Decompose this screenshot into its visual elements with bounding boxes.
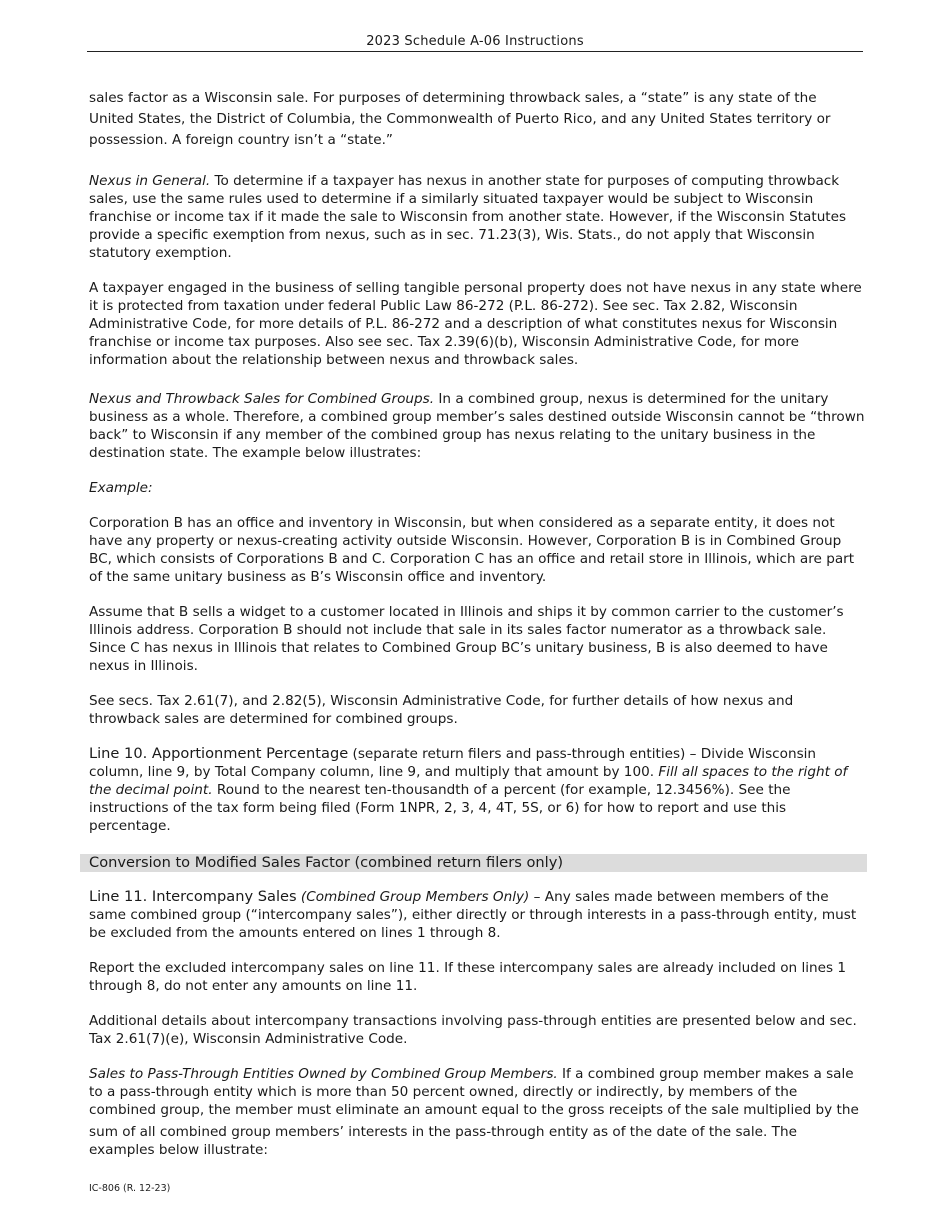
document-body	[89, 88, 865, 1159]
example-paragraph-2: Assume that B sells a widget to a customer located in Illinois and ships it by common carrier to the customer’s Illinois address. Corporation B should not include that sale in its sales factor numerator as a throwback sale. Since C has nexus in Illinois that relates to Combined Group BC’s unitary business, B is also deemed to have nexus in Illinois.	[89, 604, 844, 674]
pte-paragraph-continued: sum of all combined group members’ interests in the pass-through entity as of the date of the sale. The examples below illustrate:	[89, 1124, 797, 1158]
section-heading-modified-sales-factor: Conversion to Modified Sales Factor (combined return filers only)	[80, 854, 867, 872]
line-11-text: – Any sales made between members of the same combined group (“intercompany sales”), either directly or through interests in a pass-through entity, must be excluded from the amounts entered on lines 1 through 8.	[89, 889, 857, 941]
pte-text: If a combined group member makes a sale to a pass-through entity which is more than 50 percent owned, directly or indirectly, by members of the combined group, the member must eliminate an amount equal to the gross receipts of the sale multiplied by the	[89, 1066, 859, 1118]
line-10-emphasis: Fill all spaces to the right of the decimal point.	[89, 764, 848, 798]
example-paragraph-1: Corporation B has an office and inventory in Wisconsin, but when considered as a separate entity, it does not have any property or nexus-creating activity outside Wisconsin. However, Corporation B is in Combined Group BC, which consists of Corporations B and C. Corporation C has an office and retail store in Illinois, which are part of the same unitary business as B’s Wisconsin office and inventory.	[89, 515, 855, 585]
nexus-general-text: To determine if a taxpayer has nexus in another state for purposes of computing throwback sales, use the same rules used to determine if a similarly situated taxpayer would be subject to Wisconsin franchise or income tax if it made the sale to Wisconsin from another state. However, if the Wisconsin Statutes provide a specific exemption from nexus, such as in sec. 71.23(3), Wis. Stats., do not apply that Wisconsin statutory exemption.	[89, 173, 847, 261]
nexus-general-heading: Nexus in General.	[89, 173, 211, 189]
line-11-qualifier: (Combined Group Members Only)	[296, 889, 530, 905]
line-10-paragraph	[89, 745, 865, 835]
line-11-paragraph	[89, 888, 865, 942]
line-11-title: Line 11. Intercompany Sales	[89, 888, 297, 905]
line-10-text-b: Round to the nearest ten-thousandth of a percent (for example, 12.3456%). See the instructions of the tax form being filed (Form 1NPR, 2, 3, 4, 4T, 5S, or 6) for how to report and use this percentage.	[89, 782, 791, 834]
additional-details-paragraph: Additional details about intercompany transactions involving pass-through entities are presented below and sec. Tax 2.61(7)(e), Wisconsin Administrative Code.	[89, 1013, 857, 1047]
pte-paragraph	[89, 1065, 865, 1119]
intro-paragraph: sales factor as a Wisconsin sale. For purposes of determining throwback sales, a “state” is any state of the United States, the District of Columbia, the Commonwealth of Puerto Rico, and any United States territory or possession. A foreign country isn’t a “state.”	[89, 90, 831, 148]
line-10-title: Line 10. Apportionment Percentage	[89, 745, 349, 762]
nexus-combined-text: In a combined group, nexus is determined for the unitary business as a whole. Therefore, a combined group member’s sales destined outside Wisconsin cannot be “thrown back” to Wisconsin if any member of the combined group has nexus relating to the unitary business in the destination state. The example below illustrates:	[89, 391, 865, 461]
see-secs-paragraph: See secs. Tax 2.61(7), and 2.82(5), Wisconsin Administrative Code, for further details of how nexus and throwback sales are determined for combined groups.	[89, 693, 794, 727]
line-10-text-a: (separate return filers and pass-through entities) – Divide Wisconsin column, line 9, by Total Company column, line 9, and multiply that amount by 100.	[89, 746, 817, 780]
nexus-combined-paragraph	[89, 390, 865, 462]
pl-86-272-paragraph: A taxpayer engaged in the business of selling tangible personal property does not have nexus in any state where it is protected from taxation under federal Public Law 86-272 (P.L. 86-272). See sec. Tax 2.82, Wisconsin Administrative Code, for more details of P.L. 86-272 and a description of what constitutes nexus for Wisconsin franchise or income tax purposes. Also see sec. Tax 2.39(6)(b), Wisconsin Administrative Code, for more information about the relationship between nexus and throwback sales.	[89, 280, 862, 368]
form-id-footer: IC-806 (R. 12-23)	[89, 1183, 171, 1194]
page-header: 2023 Schedule A-06 Instructions	[87, 33, 863, 52]
example-label: Example:	[89, 480, 153, 496]
nexus-combined-heading: Nexus and Throwback Sales for Combined Groups.	[89, 391, 435, 407]
report-paragraph: Report the excluded intercompany sales on line 11. If these intercompany sales are already included on lines 1 through 8, do not enter any amounts on line 11.	[89, 960, 847, 994]
nexus-general-paragraph	[89, 172, 865, 262]
pte-heading: Sales to Pass-Through Entities Owned by Combined Group Members.	[89, 1066, 558, 1082]
